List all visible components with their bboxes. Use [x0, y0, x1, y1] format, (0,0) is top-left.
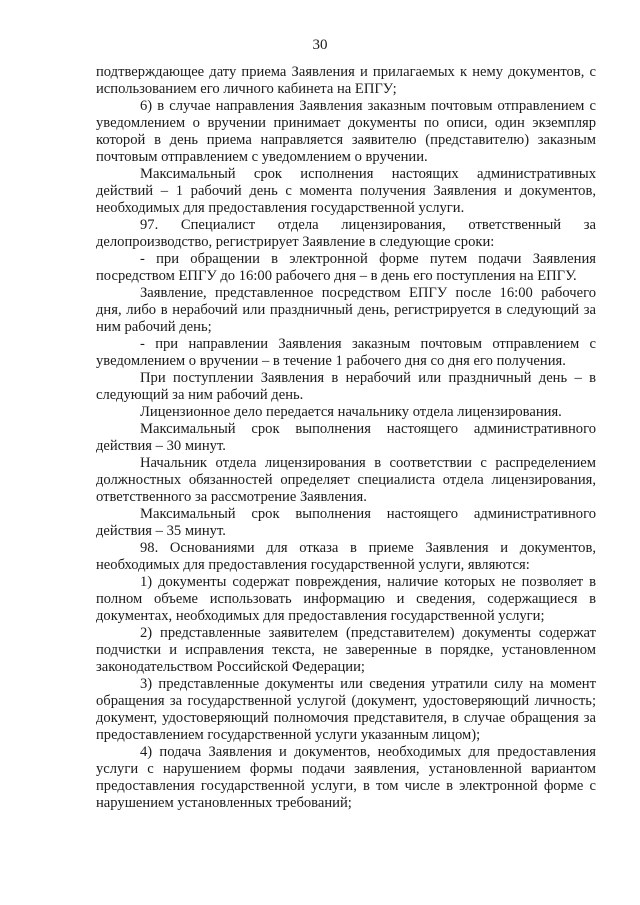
paragraph-confirmation-continued: подтверждающее дату приема Заявления и прилагаемых к нему документов, с использованием его личного кабинета на ЕПГУ;: [96, 64, 596, 97]
paragraph-97-registration: 97. Специалист отдела лицензирования, ответственный за делопроизводство, регистрирует Заявление в следующие сроки:: [96, 217, 596, 250]
paragraph-head-assigns-specialist: Начальник отдела лицензирования в соответствии с распределением должностных обязанностей определяет специалиста отдела лицензирования, ответственного за рассмотрение Заявления.: [96, 455, 596, 505]
paragraph-item-6-postal: 6) в случае направления Заявления заказным почтовым отправлением с уведомлением о вручении принимает документы по описи, один экземпляр которой в день приема направляется заявителю (представителю) заказным почтовым отправлением с уведомлением о вручении.: [96, 98, 596, 165]
page-number: 30: [312, 37, 328, 53]
paragraph-non-working-day: При поступлении Заявления в нерабочий или праздничный день – в следующий за ним рабочий день.: [96, 370, 596, 403]
paragraph-ground-3-expired: 3) представленные документы или сведения утратили силу на момент обращения за государственной услугой (документ, удостоверяющий личность; документ, удостоверяющий полномочия представителя, в случае обращения за предоставлением государственной услуги указанным лицом);: [96, 676, 596, 743]
paragraph-license-file-transfer: Лицензионное дело передается начальнику отдела лицензирования.: [140, 404, 562, 420]
paragraph-electronic-submission: - при обращении в электронной форме путем подачи Заявления посредством ЕПГУ до 16:00 рабочего дня – в день его поступления на ЕПГУ.: [96, 251, 596, 284]
paragraph-98-refusal-grounds: 98. Основаниями для отказа в приеме Заявления и документов, необходимых для предоставления государственной услуги, являются:: [96, 540, 596, 573]
paragraph-ground-4-form-violation: 4) подача Заявления и документов, необходимых для предоставления услуги с нарушением формы подачи заявления, установленной вариантом предоставления государственной услуги, в том числе в электронной форме с нарушением установленных требований;: [96, 744, 596, 811]
paragraph-ground-1-damaged: 1) документы содержат повреждения, наличие которых не позволяет в полном объеме использовать информацию и сведения, содержащиеся в документах, необходимых для предоставления государственной услуги;: [96, 574, 596, 624]
document-body: [96, 64, 596, 812]
paragraph-after-1600: Заявление, представленное посредством ЕПГУ после 16:00 рабочего дня, либо в нерабочий или праздничный день, регистрируется в следующий за ним рабочий день;: [96, 285, 596, 335]
paragraph-max-term-35-min: Максимальный срок выполнения настоящего административного действия – 35 минут.: [96, 506, 596, 539]
paragraph-postal-submission: - при направлении Заявления заказным почтовым отправлением с уведомлением о вручении – в течение 1 рабочего дня со дня его получения.: [96, 336, 596, 369]
paragraph-max-term-1-day: Максимальный срок исполнения настоящих административных действий – 1 рабочий день с момента получения Заявления и документов, необходимых для предоставления государственной услуги.: [96, 166, 596, 216]
paragraph-ground-2-corrections: 2) представленные заявителем (представителем) документы содержат подчистки и исправления текста, не заверенные в порядке, установленном законодательством Российской Федерации;: [96, 625, 596, 675]
paragraph-max-term-30-min: Максимальный срок выполнения настоящего административного действия – 30 минут.: [96, 421, 596, 454]
